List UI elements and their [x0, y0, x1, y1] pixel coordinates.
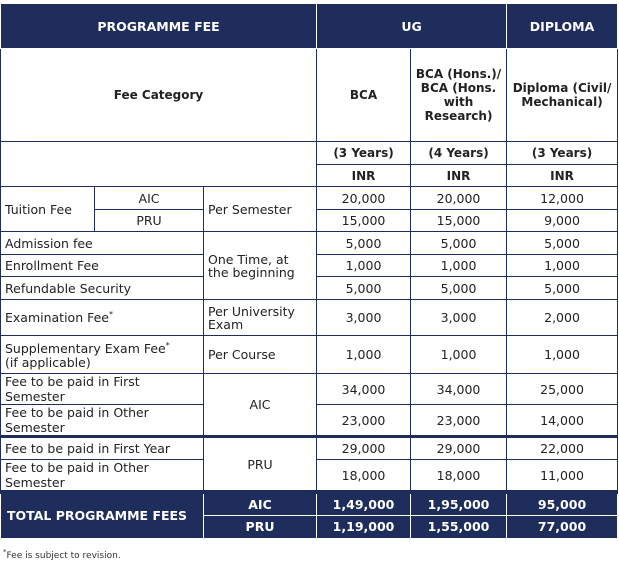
bca-hons-heading: BCA (Hons.)/ BCA (Hons. with Research)	[411, 49, 507, 142]
cell-value: 34,000	[411, 374, 507, 405]
total-value: 1,19,000	[317, 515, 411, 538]
bca-heading: BCA	[317, 49, 411, 142]
table-row	[1, 374, 618, 405]
diploma-header: DIPLOMA	[507, 4, 618, 49]
diploma-heading: Diploma (Civil/ Mechanical)	[507, 49, 618, 142]
footnote	[3, 548, 121, 561]
diploma-duration: (3 Years)	[507, 142, 618, 165]
cell-value: 15,000	[411, 210, 507, 232]
exam-label	[1, 300, 204, 336]
cell-value: 2,000	[507, 300, 618, 336]
cell-value: 5,000	[317, 232, 411, 255]
fee-category-heading: Fee Category	[1, 49, 317, 142]
duration-row	[1, 142, 618, 165]
ug-header: UG	[317, 4, 507, 49]
exam-asterisk: *	[109, 309, 113, 319]
cell-value: 20,000	[317, 187, 411, 210]
cell-value: 5,000	[507, 232, 618, 255]
cell-value: 18,000	[317, 460, 411, 493]
supplementary-period: Per Course	[204, 336, 317, 374]
pru-campus: PRU	[204, 437, 317, 493]
cell-value: 18,000	[411, 460, 507, 493]
cell-value: 5,000	[411, 277, 507, 300]
cell-value: 5,000	[507, 277, 618, 300]
blank-cell	[1, 142, 317, 187]
fee-table	[0, 3, 618, 539]
cell-value: 23,000	[411, 405, 507, 437]
total-row	[1, 492, 618, 515]
cell-value: 34,000	[317, 374, 411, 405]
cell-value: 14,000	[507, 405, 618, 437]
bca-hons-duration: (4 Years)	[411, 142, 507, 165]
cell-value: 12,000	[507, 187, 618, 210]
pru-first-label: Fee to be paid in First Year	[1, 437, 204, 460]
exam-period: Per University Exam	[204, 300, 317, 336]
supplementary-asterisk: *	[165, 340, 170, 350]
table-row	[1, 437, 618, 460]
cell-value: 1,000	[317, 336, 411, 374]
cell-value: 3,000	[411, 300, 507, 336]
total-value: 1,55,000	[411, 515, 507, 538]
total-value: 77,000	[507, 515, 618, 538]
total-value: 1,95,000	[411, 492, 507, 515]
enrollment-label: Enrollment Fee	[1, 255, 204, 277]
one-time-period: One Time, at the beginning	[204, 232, 317, 300]
cell-value: 5,000	[411, 232, 507, 255]
pru-other-label: Fee to be paid in Other Semester	[1, 460, 204, 493]
total-value: 1,49,000	[317, 492, 411, 515]
cell-value: 11,000	[507, 460, 618, 493]
admission-label: Admission fee	[1, 232, 204, 255]
cell-value: 1,000	[507, 336, 618, 374]
table-header-row	[1, 4, 618, 49]
cell-value: 15,000	[317, 210, 411, 232]
cell-value: 1,000	[411, 336, 507, 374]
table-row	[1, 187, 618, 210]
total-pru-label: PRU	[204, 515, 317, 538]
programme-fee-header: PROGRAMME FEE	[1, 4, 317, 49]
cell-value: 1,000	[507, 255, 618, 277]
cell-value: 9,000	[507, 210, 618, 232]
bca-hons-currency: INR	[411, 165, 507, 187]
cell-value: 3,000	[317, 300, 411, 336]
tuition-label: Tuition Fee	[1, 187, 95, 232]
cell-value: 25,000	[507, 374, 618, 405]
tuition-aic-label: AIC	[95, 187, 204, 210]
total-aic-label: AIC	[204, 492, 317, 515]
bca-duration: (3 Years)	[317, 142, 411, 165]
supplementary-note: (if applicable)	[5, 355, 91, 371]
aic-first-label: Fee to be paid in First Semester	[1, 374, 204, 405]
cell-value: 22,000	[507, 437, 618, 460]
supplementary-label-text: Supplementary Exam Fee	[5, 341, 166, 357]
cell-value: 5,000	[317, 277, 411, 300]
cell-value: 29,000	[411, 437, 507, 460]
exam-label-text: Examination Fee	[5, 310, 109, 326]
tuition-period: Per Semester	[204, 187, 317, 232]
cell-value: 23,000	[317, 405, 411, 437]
total-label: TOTAL PROGRAMME FEES	[1, 492, 204, 538]
table-row	[1, 300, 618, 336]
diploma-currency: INR	[507, 165, 618, 187]
supplementary-label	[1, 336, 204, 374]
cell-value: 29,000	[317, 437, 411, 460]
cell-value: 1,000	[317, 255, 411, 277]
aic-other-label: Fee to be paid in Other Semester	[1, 405, 204, 437]
bca-currency: INR	[317, 165, 411, 187]
column-title-row	[1, 49, 618, 142]
total-value: 95,000	[507, 492, 618, 515]
table-row	[1, 336, 618, 374]
table-row	[1, 232, 618, 255]
tuition-pru-label: PRU	[95, 210, 204, 232]
footnote-asterisk: *	[3, 548, 7, 556]
cell-value: 20,000	[411, 187, 507, 210]
footnote-text: Fee is subject to revision.	[6, 551, 121, 561]
aic-campus: AIC	[204, 374, 317, 437]
security-label: Refundable Security	[1, 277, 204, 300]
cell-value: 1,000	[411, 255, 507, 277]
